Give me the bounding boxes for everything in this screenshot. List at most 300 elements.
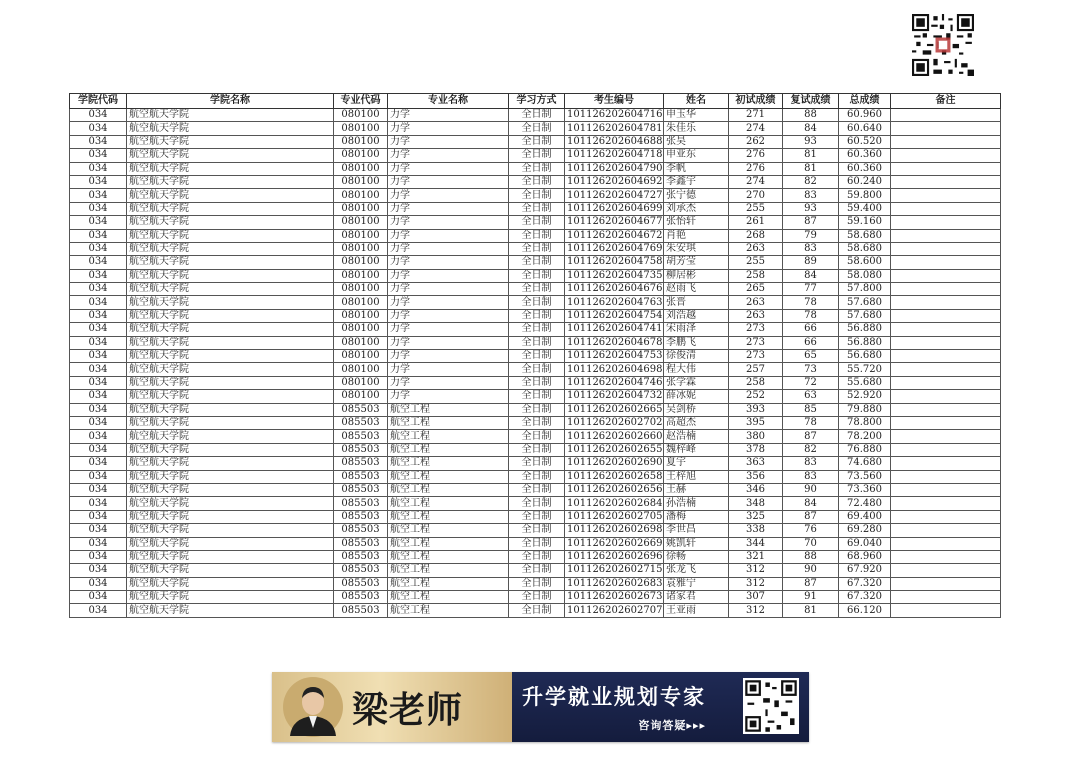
cell-major-code: 080100 <box>334 216 388 229</box>
cell-total-score: 69.280 <box>839 524 891 537</box>
cell-prelim-score: 261 <box>729 216 783 229</box>
cell-retest-score: 72 <box>783 376 839 389</box>
cell-candidate-id: 101126202604688 <box>565 135 664 148</box>
cell-candidate-id: 101126202602690 <box>565 457 664 470</box>
cell-major-code: 080100 <box>334 269 388 282</box>
cell-candidate-id: 101126202604763 <box>565 296 664 309</box>
cell-major-name: 航空工程 <box>388 604 509 617</box>
cell-name: 朱佳乐 <box>664 122 729 135</box>
cell-prelim-score: 270 <box>729 189 783 202</box>
cell-college-code: 034 <box>70 564 127 577</box>
cell-major-name: 力学 <box>388 323 509 336</box>
cell-college-code: 034 <box>70 202 127 215</box>
table-row <box>70 376 1001 389</box>
cell-study-mode: 全日制 <box>509 510 565 523</box>
cell-total-score: 57.800 <box>839 283 891 296</box>
cell-major-code: 080100 <box>334 350 388 363</box>
cell-candidate-id: 101126202604677 <box>565 216 664 229</box>
cell-major-code: 080100 <box>334 122 388 135</box>
cell-prelim-score: 321 <box>729 550 783 563</box>
cell-college-code: 034 <box>70 149 127 162</box>
cell-total-score: 56.680 <box>839 350 891 363</box>
cell-college-name: 航空航天学院 <box>127 242 334 255</box>
cell-candidate-id: 101126202602715 <box>565 564 664 577</box>
cell-prelim-score: 273 <box>729 350 783 363</box>
table-row <box>70 430 1001 443</box>
cell-remarks <box>891 591 1001 604</box>
cell-prelim-score: 273 <box>729 336 783 349</box>
cell-name: 宋雨泽 <box>664 323 729 336</box>
cell-college-name: 航空航天学院 <box>127 149 334 162</box>
table-header-row <box>70 94 1001 109</box>
cell-college-code: 034 <box>70 323 127 336</box>
cell-candidate-id: 101126202602684 <box>565 497 664 510</box>
cell-name: 王赫 <box>664 483 729 496</box>
cell-retest-score: 66 <box>783 336 839 349</box>
cell-college-name: 航空航天学院 <box>127 403 334 416</box>
col-header-total-score: 总成绩 <box>839 94 891 109</box>
cell-study-mode: 全日制 <box>509 457 565 470</box>
table-row <box>70 577 1001 590</box>
cell-total-score: 52.920 <box>839 390 891 403</box>
cell-college-code: 034 <box>70 390 127 403</box>
cell-prelim-score: 378 <box>729 443 783 456</box>
teacher-name: 梁老师 <box>352 688 464 731</box>
cell-total-score: 67.920 <box>839 564 891 577</box>
table-row <box>70 122 1001 135</box>
cell-study-mode: 全日制 <box>509 550 565 563</box>
cell-major-code: 085503 <box>334 524 388 537</box>
cell-study-mode: 全日制 <box>509 296 565 309</box>
cell-remarks <box>891 390 1001 403</box>
cell-candidate-id: 101126202602665 <box>565 403 664 416</box>
cell-candidate-id: 101126202602669 <box>565 537 664 550</box>
cell-college-name: 航空航天学院 <box>127 497 334 510</box>
cell-major-code: 085503 <box>334 430 388 443</box>
cell-prelim-score: 312 <box>729 577 783 590</box>
cell-name: 夏宇 <box>664 457 729 470</box>
cell-college-name: 航空航天学院 <box>127 430 334 443</box>
cell-total-score: 66.120 <box>839 604 891 617</box>
cell-name: 潘梅 <box>664 510 729 523</box>
cell-study-mode: 全日制 <box>509 577 565 590</box>
table-row <box>70 175 1001 188</box>
cell-retest-score: 87 <box>783 430 839 443</box>
col-header-retest-score: 复试成绩 <box>783 94 839 109</box>
cell-remarks <box>891 323 1001 336</box>
cell-candidate-id: 101126202604699 <box>565 202 664 215</box>
cell-college-code: 034 <box>70 430 127 443</box>
cell-prelim-score: 252 <box>729 390 783 403</box>
cell-total-score: 69.400 <box>839 510 891 523</box>
cell-major-name: 力学 <box>388 376 509 389</box>
cell-retest-score: 84 <box>783 269 839 282</box>
cell-study-mode: 全日制 <box>509 443 565 456</box>
cell-candidate-id: 101126202604672 <box>565 229 664 242</box>
cell-major-code: 080100 <box>334 189 388 202</box>
cell-remarks <box>891 296 1001 309</box>
cell-prelim-score: 255 <box>729 256 783 269</box>
cell-college-name: 航空航天学院 <box>127 443 334 456</box>
cell-college-name: 航空航天学院 <box>127 336 334 349</box>
cell-prelim-score: 263 <box>729 309 783 322</box>
table-row <box>70 416 1001 429</box>
cell-prelim-score: 271 <box>729 109 783 122</box>
cell-college-name: 航空航天学院 <box>127 189 334 202</box>
cell-college-name: 航空航天学院 <box>127 577 334 590</box>
cell-study-mode: 全日制 <box>509 309 565 322</box>
cell-remarks <box>891 470 1001 483</box>
cell-candidate-id: 101126202604781 <box>565 122 664 135</box>
col-header-college-name: 学院名称 <box>127 94 334 109</box>
cell-college-name: 航空航天学院 <box>127 591 334 604</box>
cell-prelim-score: 274 <box>729 122 783 135</box>
cell-major-code: 080100 <box>334 390 388 403</box>
cell-candidate-id: 101126202602656 <box>565 483 664 496</box>
table-row <box>70 149 1001 162</box>
cell-study-mode: 全日制 <box>509 470 565 483</box>
cell-total-score: 76.880 <box>839 443 891 456</box>
cell-name: 朱安琪 <box>664 242 729 255</box>
cell-total-score: 60.240 <box>839 175 891 188</box>
cell-study-mode: 全日制 <box>509 350 565 363</box>
cell-total-score: 60.640 <box>839 122 891 135</box>
table-row <box>70 336 1001 349</box>
cell-retest-score: 82 <box>783 175 839 188</box>
cell-prelim-score: 344 <box>729 537 783 550</box>
table-row <box>70 483 1001 496</box>
cell-total-score: 58.680 <box>839 242 891 255</box>
cell-college-code: 034 <box>70 403 127 416</box>
cell-major-code: 080100 <box>334 149 388 162</box>
cell-study-mode: 全日制 <box>509 376 565 389</box>
cell-major-name: 航空工程 <box>388 537 509 550</box>
cell-total-score: 57.680 <box>839 296 891 309</box>
cell-prelim-score: 273 <box>729 323 783 336</box>
cell-study-mode: 全日制 <box>509 497 565 510</box>
cell-major-code: 080100 <box>334 309 388 322</box>
cell-college-code: 034 <box>70 135 127 148</box>
cell-prelim-score: 380 <box>729 430 783 443</box>
cell-remarks <box>891 363 1001 376</box>
table-row <box>70 269 1001 282</box>
cell-college-code: 034 <box>70 416 127 429</box>
cell-name: 张宁德 <box>664 189 729 202</box>
cell-prelim-score: 325 <box>729 510 783 523</box>
cell-remarks <box>891 510 1001 523</box>
cell-prelim-score: 265 <box>729 283 783 296</box>
cell-major-name: 力学 <box>388 269 509 282</box>
col-header-study-mode: 学习方式 <box>509 94 565 109</box>
cell-major-name: 航空工程 <box>388 443 509 456</box>
cell-study-mode: 全日制 <box>509 242 565 255</box>
cell-candidate-id: 101126202602696 <box>565 550 664 563</box>
cell-college-name: 航空航天学院 <box>127 135 334 148</box>
consult-link[interactable]: 咨询答疑▸▸▸ <box>638 719 706 732</box>
table-row <box>70 363 1001 376</box>
cell-candidate-id: 101126202604735 <box>565 269 664 282</box>
person-avatar-icon <box>282 676 344 738</box>
cell-name: 张龙飞 <box>664 564 729 577</box>
cell-college-code: 034 <box>70 470 127 483</box>
table-row <box>70 537 1001 550</box>
cell-candidate-id: 101126202602655 <box>565 443 664 456</box>
cell-candidate-id: 101126202604753 <box>565 350 664 363</box>
cell-candidate-id: 101126202604676 <box>565 283 664 296</box>
cell-major-name: 力学 <box>388 336 509 349</box>
cell-remarks <box>891 256 1001 269</box>
cell-college-name: 航空航天学院 <box>127 256 334 269</box>
col-header-prelim-score: 初试成绩 <box>729 94 783 109</box>
cell-college-name: 航空航天学院 <box>127 122 334 135</box>
cell-remarks <box>891 216 1001 229</box>
cell-college-code: 034 <box>70 216 127 229</box>
cell-major-code: 085503 <box>334 483 388 496</box>
cell-major-code: 085503 <box>334 537 388 550</box>
table-row <box>70 470 1001 483</box>
cell-total-score: 73.360 <box>839 483 891 496</box>
cell-total-score: 56.880 <box>839 323 891 336</box>
cell-name: 赵雨飞 <box>664 283 729 296</box>
cell-remarks <box>891 457 1001 470</box>
cell-major-name: 航空工程 <box>388 470 509 483</box>
cell-name: 王亚雨 <box>664 604 729 617</box>
cell-remarks <box>891 430 1001 443</box>
cell-retest-score: 81 <box>783 149 839 162</box>
cell-college-code: 034 <box>70 109 127 122</box>
cell-remarks <box>891 135 1001 148</box>
cell-retest-score: 88 <box>783 109 839 122</box>
table-row <box>70 202 1001 215</box>
cell-major-name: 航空工程 <box>388 577 509 590</box>
cell-college-name: 航空航天学院 <box>127 309 334 322</box>
cell-remarks <box>891 497 1001 510</box>
cell-major-name: 航空工程 <box>388 457 509 470</box>
cell-remarks <box>891 162 1001 175</box>
table-row <box>70 564 1001 577</box>
cell-college-code: 034 <box>70 577 127 590</box>
cell-college-code: 034 <box>70 229 127 242</box>
cell-prelim-score: 263 <box>729 242 783 255</box>
cell-remarks <box>891 604 1001 617</box>
cell-major-code: 085503 <box>334 604 388 617</box>
cell-study-mode: 全日制 <box>509 430 565 443</box>
cell-study-mode: 全日制 <box>509 591 565 604</box>
cell-major-code: 080100 <box>334 135 388 148</box>
cell-retest-score: 83 <box>783 457 839 470</box>
cell-college-name: 航空航天学院 <box>127 109 334 122</box>
cell-candidate-id: 101126202602707 <box>565 604 664 617</box>
cell-remarks <box>891 524 1001 537</box>
table-row <box>70 591 1001 604</box>
cell-remarks <box>891 309 1001 322</box>
cell-major-code: 085503 <box>334 564 388 577</box>
cell-retest-score: 93 <box>783 202 839 215</box>
cell-study-mode: 全日制 <box>509 135 565 148</box>
cell-candidate-id: 101126202602702 <box>565 416 664 429</box>
cell-retest-score: 84 <box>783 122 839 135</box>
cell-college-name: 航空航天学院 <box>127 202 334 215</box>
cell-candidate-id: 101126202602683 <box>565 577 664 590</box>
cell-retest-score: 87 <box>783 577 839 590</box>
cell-name: 王梓旭 <box>664 470 729 483</box>
cell-name: 张怡轩 <box>664 216 729 229</box>
cell-prelim-score: 348 <box>729 497 783 510</box>
cell-major-name: 力学 <box>388 309 509 322</box>
table-row <box>70 350 1001 363</box>
table-row <box>70 604 1001 617</box>
cell-prelim-score: 395 <box>729 416 783 429</box>
cell-remarks <box>891 550 1001 563</box>
cell-total-score: 59.400 <box>839 202 891 215</box>
cell-remarks <box>891 283 1001 296</box>
cell-name: 薛冰妮 <box>664 390 729 403</box>
cell-study-mode: 全日制 <box>509 162 565 175</box>
cell-candidate-id: 101126202602673 <box>565 591 664 604</box>
cell-major-name: 力学 <box>388 149 509 162</box>
cell-college-code: 034 <box>70 363 127 376</box>
cell-study-mode: 全日制 <box>509 109 565 122</box>
cell-retest-score: 93 <box>783 135 839 148</box>
cell-remarks <box>891 403 1001 416</box>
cell-total-score: 60.520 <box>839 135 891 148</box>
table-row <box>70 309 1001 322</box>
cell-retest-score: 77 <box>783 283 839 296</box>
cell-retest-score: 70 <box>783 537 839 550</box>
cell-college-name: 航空航天学院 <box>127 376 334 389</box>
cell-college-code: 034 <box>70 537 127 550</box>
cell-remarks <box>891 269 1001 282</box>
col-header-major-name: 专业名称 <box>388 94 509 109</box>
cell-major-name: 力学 <box>388 283 509 296</box>
cell-retest-score: 78 <box>783 296 839 309</box>
cell-total-score: 56.880 <box>839 336 891 349</box>
cell-major-name: 航空工程 <box>388 510 509 523</box>
cell-name: 吴剑桥 <box>664 403 729 416</box>
cell-total-score: 57.680 <box>839 309 891 322</box>
cell-remarks <box>891 537 1001 550</box>
cell-total-score: 59.160 <box>839 216 891 229</box>
cell-college-code: 034 <box>70 497 127 510</box>
cell-study-mode: 全日制 <box>509 564 565 577</box>
cell-remarks <box>891 189 1001 202</box>
cell-total-score: 60.960 <box>839 109 891 122</box>
cell-candidate-id: 101126202604746 <box>565 376 664 389</box>
cell-college-name: 航空航天学院 <box>127 162 334 175</box>
cell-candidate-id: 101126202604769 <box>565 242 664 255</box>
cell-major-code: 085503 <box>334 497 388 510</box>
cell-study-mode: 全日制 <box>509 323 565 336</box>
qr-code-icon <box>743 678 799 734</box>
cell-retest-score: 73 <box>783 363 839 376</box>
table-row <box>70 109 1001 122</box>
cell-major-name: 力学 <box>388 296 509 309</box>
cell-prelim-score: 307 <box>729 591 783 604</box>
cell-college-code: 034 <box>70 376 127 389</box>
cell-candidate-id: 101126202604754 <box>565 309 664 322</box>
cell-college-name: 航空航天学院 <box>127 216 334 229</box>
cell-remarks <box>891 336 1001 349</box>
cell-study-mode: 全日制 <box>509 363 565 376</box>
cell-name: 张晋 <box>664 296 729 309</box>
cell-name: 张昊 <box>664 135 729 148</box>
cell-name: 申玉华 <box>664 109 729 122</box>
cell-major-code: 080100 <box>334 242 388 255</box>
cell-college-code: 034 <box>70 483 127 496</box>
cell-name: 姚凯轩 <box>664 537 729 550</box>
cell-college-name: 航空航天学院 <box>127 296 334 309</box>
cell-remarks <box>891 175 1001 188</box>
cell-major-name: 力学 <box>388 242 509 255</box>
cell-name: 魏梓峰 <box>664 443 729 456</box>
cell-candidate-id: 101126202604758 <box>565 256 664 269</box>
cell-major-code: 080100 <box>334 283 388 296</box>
cell-candidate-id: 101126202604718 <box>565 149 664 162</box>
cell-study-mode: 全日制 <box>509 229 565 242</box>
cell-major-name: 力学 <box>388 189 509 202</box>
cell-prelim-score: 276 <box>729 162 783 175</box>
cell-remarks <box>891 416 1001 429</box>
cell-major-name: 航空工程 <box>388 416 509 429</box>
cell-college-code: 034 <box>70 296 127 309</box>
table-row <box>70 457 1001 470</box>
cell-prelim-score: 268 <box>729 229 783 242</box>
cell-remarks <box>891 577 1001 590</box>
cell-candidate-id: 101126202602698 <box>565 524 664 537</box>
promo-banner[interactable] <box>272 672 809 742</box>
cell-major-code: 085503 <box>334 403 388 416</box>
cell-prelim-score: 312 <box>729 604 783 617</box>
table-row <box>70 497 1001 510</box>
cell-total-score: 68.960 <box>839 550 891 563</box>
cell-retest-score: 78 <box>783 309 839 322</box>
cell-college-code: 034 <box>70 443 127 456</box>
cell-prelim-score: 276 <box>729 149 783 162</box>
cell-study-mode: 全日制 <box>509 256 565 269</box>
cell-college-code: 034 <box>70 524 127 537</box>
cell-study-mode: 全日制 <box>509 189 565 202</box>
cell-candidate-id: 101126202604790 <box>565 162 664 175</box>
cell-retest-score: 85 <box>783 403 839 416</box>
cell-college-name: 航空航天学院 <box>127 470 334 483</box>
cell-total-score: 55.720 <box>839 363 891 376</box>
cell-total-score: 58.600 <box>839 256 891 269</box>
cell-prelim-score: 363 <box>729 457 783 470</box>
cell-college-name: 航空航天学院 <box>127 363 334 376</box>
cell-candidate-id: 101126202604727 <box>565 189 664 202</box>
cell-total-score: 67.320 <box>839 591 891 604</box>
col-header-remarks: 备注 <box>891 94 1001 109</box>
cell-total-score: 58.680 <box>839 229 891 242</box>
banner-right-panel <box>512 672 809 742</box>
cell-study-mode: 全日制 <box>509 403 565 416</box>
cell-retest-score: 84 <box>783 497 839 510</box>
cell-retest-score: 91 <box>783 591 839 604</box>
table-row <box>70 390 1001 403</box>
cell-prelim-score: 338 <box>729 524 783 537</box>
cell-major-name: 力学 <box>388 229 509 242</box>
table-row <box>70 443 1001 456</box>
cell-major-code: 080100 <box>334 175 388 188</box>
cell-prelim-score: 263 <box>729 296 783 309</box>
cell-college-name: 航空航天学院 <box>127 483 334 496</box>
cell-name: 肖艳 <box>664 229 729 242</box>
cell-major-code: 080100 <box>334 376 388 389</box>
cell-candidate-id: 101126202604741 <box>565 323 664 336</box>
cell-major-name: 力学 <box>388 390 509 403</box>
cell-prelim-score: 346 <box>729 483 783 496</box>
admission-table <box>69 93 1001 618</box>
